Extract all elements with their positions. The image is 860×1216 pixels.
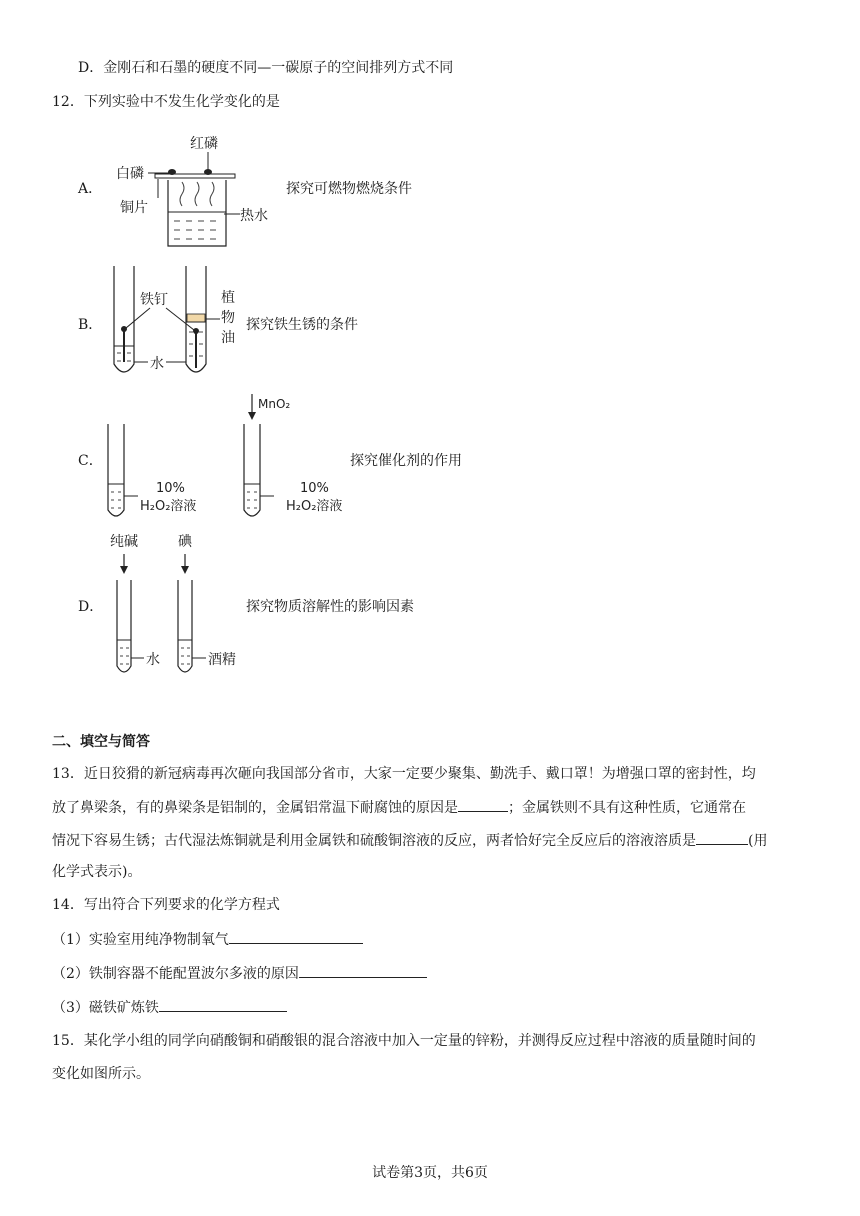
- white-phosphorus-label: 白磷: [116, 166, 144, 182]
- q13-line-2b: ；金属铁则不具有这种性质，它通常在: [508, 800, 746, 816]
- q14-blank-1[interactable]: [229, 929, 363, 944]
- q14-blank-2[interactable]: [299, 963, 427, 978]
- water-label: 水: [150, 356, 164, 372]
- q13-blank-1[interactable]: [458, 797, 508, 812]
- hot-water-label: 热水: [240, 208, 268, 224]
- q14-item-2: [52, 963, 427, 984]
- q14-stem: 14．写出符合下列要求的化学方程式: [52, 897, 280, 913]
- q14-item-3: [52, 997, 287, 1018]
- q12-option-a-label: A．: [78, 181, 103, 197]
- q14-item-1: [52, 929, 363, 950]
- q12-option-d-caption: 探究物质溶解性的影响因素: [246, 599, 414, 615]
- q14-item-2-text: （2）铁制容器不能配置波尔多液的原因: [52, 966, 299, 982]
- figure-iron-rust-experiment: [100, 262, 250, 388]
- figure-combustion-experiment: [100, 128, 280, 257]
- q13-line-1: 13．近日狡猾的新冠病毒再次砸向我国部分省市，大家一定要少聚集、勤洗手、戴口罩！为增强口罩的密封性，均: [52, 766, 756, 782]
- q14-blank-3[interactable]: [159, 997, 287, 1012]
- alcohol-label: 酒精: [208, 652, 236, 668]
- h2o2-label-1: H₂O₂溶液: [140, 499, 197, 514]
- q13-line-2a: 放了鼻梁条，有的鼻梁条是铝制的，金属铝常温下耐腐蚀的原因是: [52, 800, 458, 816]
- q12-option-b-caption: 探究铁生锈的条件: [246, 317, 358, 333]
- soda-label: 纯碱: [110, 534, 138, 550]
- conc-label-1: 10%: [156, 481, 185, 496]
- q12-option-a-caption: 探究可燃物燃烧条件: [286, 181, 412, 197]
- q11-option-d: D．金刚石和石墨的硬度不同—一碳原子的空间排列方式不同: [78, 60, 454, 76]
- conc-label-2: 10%: [300, 481, 329, 496]
- q12-option-b-label: B．: [78, 317, 103, 333]
- water-label-d: 水: [146, 652, 160, 668]
- h2o2-label-2: H₂O₂溶液: [286, 499, 343, 514]
- q13-blank-3[interactable]: [696, 830, 748, 845]
- q13-line-3a: 情况下容易生锈；古代湿法炼铜就是利用金属铁和硫酸铜溶液的反应，两者恰好完全反应后的溶液溶质是: [52, 833, 696, 849]
- q12-option-d-label: D．: [78, 599, 104, 615]
- q14-item-3-text: （3）磁铁矿炼铁: [52, 1000, 159, 1016]
- copper-plate-label: 铜片: [120, 200, 148, 216]
- q13-line-3: [52, 830, 767, 851]
- q14-item-1-text: （1）实验室用纯净物制氧气: [52, 932, 229, 948]
- oil-label-3: 油: [221, 330, 235, 346]
- q13-line-2: [52, 797, 746, 818]
- q13-line-3b: (用: [748, 833, 768, 849]
- red-phosphorus-label: 红磷: [190, 136, 218, 152]
- q12-option-c-caption: 探究催化剂的作用: [350, 453, 462, 469]
- iron-nail-label: 铁钉: [140, 292, 168, 308]
- iodine-label: 碘: [178, 534, 192, 550]
- q12-option-c-label: C．: [78, 453, 103, 469]
- q15-line-1: 15．某化学小组的同学向硝酸铜和硝酸银的混合溶液中加入一定量的锌粉，并测得反应过程中溶液的质量随时间的: [52, 1033, 756, 1049]
- oil-label-2: 物: [221, 310, 235, 326]
- mno2-label: MnO₂: [258, 397, 291, 411]
- page-footer: 试卷第3页，共6页: [372, 1165, 488, 1181]
- oil-label-1: 植: [221, 290, 235, 306]
- section-heading: 二、填空与简答: [52, 734, 150, 750]
- q13-line-4: 化学式表示)。: [52, 864, 142, 880]
- q15-line-2: 变化如图所示。: [52, 1066, 150, 1082]
- q12-stem: 12．下列实验中不发生化学变化的是: [52, 94, 280, 110]
- figure-solubility-experiment: [100, 528, 250, 684]
- figure-catalyst-experiment: [100, 392, 360, 528]
